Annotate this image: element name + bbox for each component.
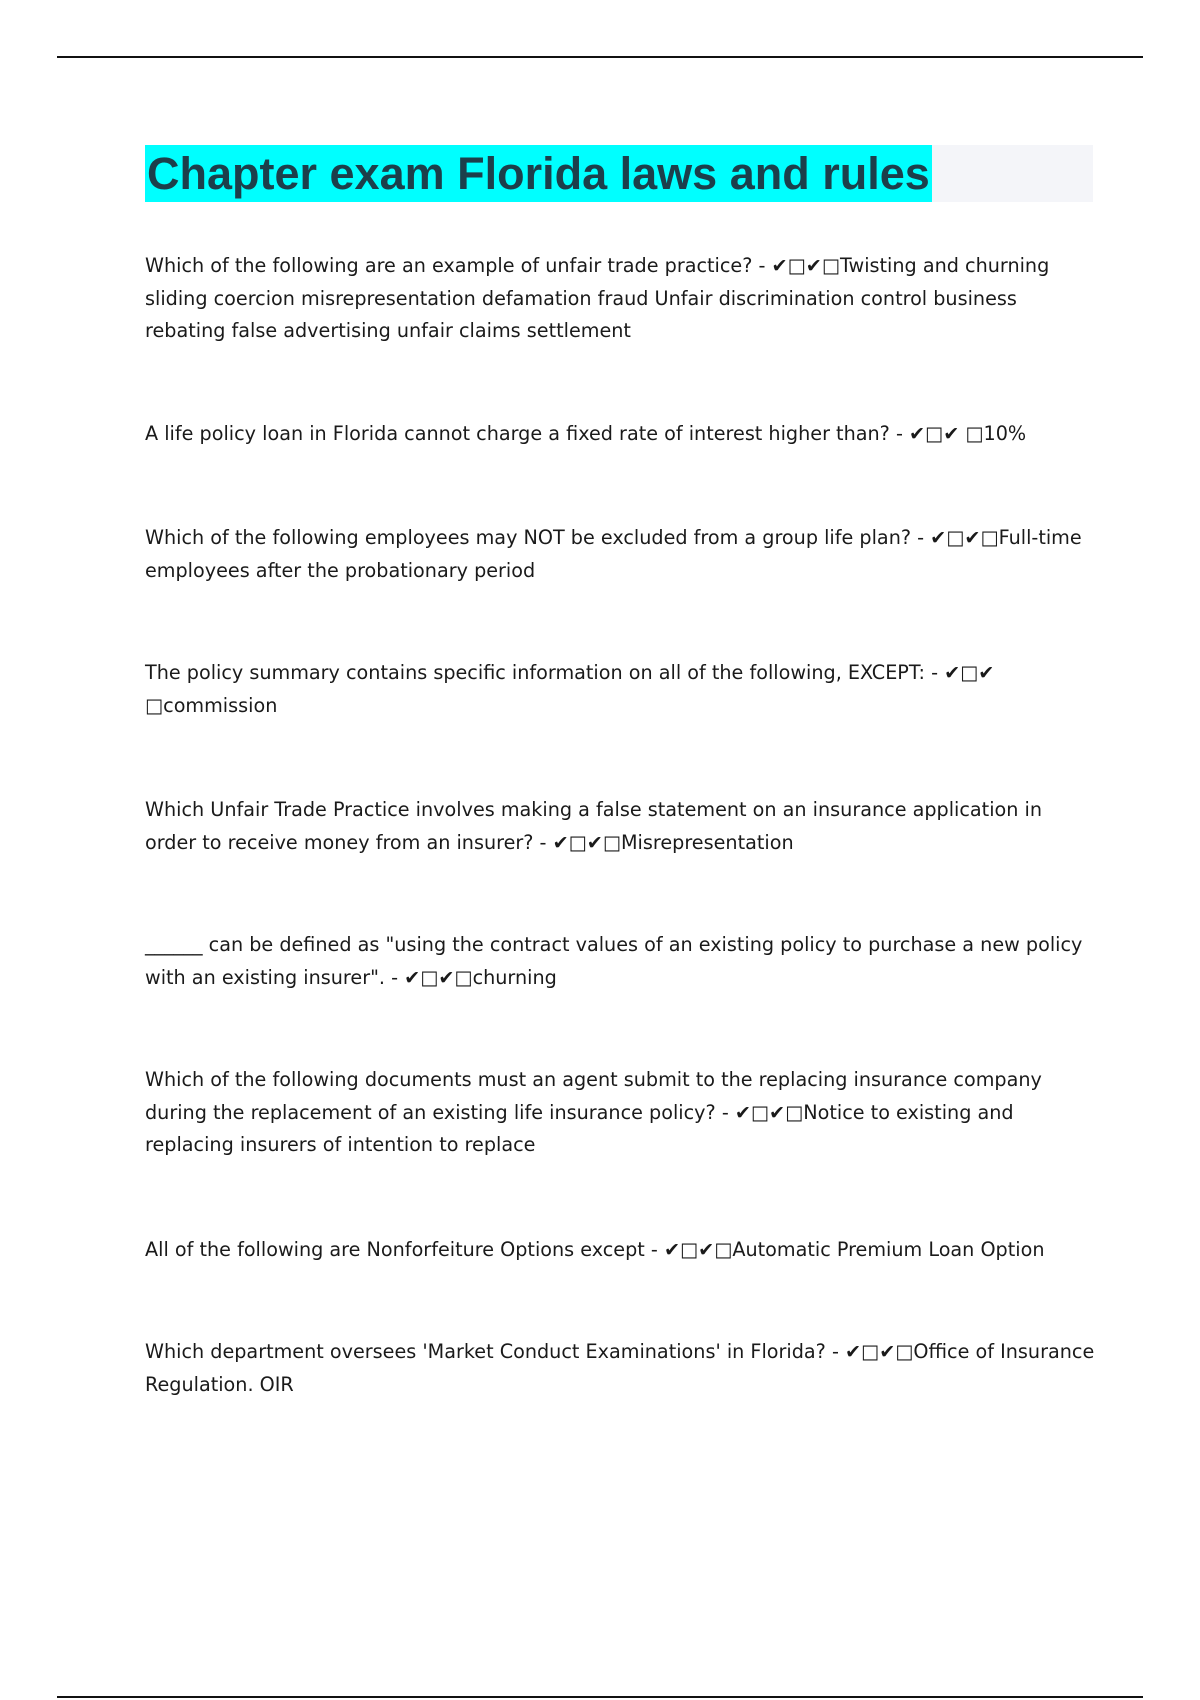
question-text: Which Unfair Trade Practice involves making a false statement on an insurance application in order to receive money from an insurer? bbox=[145, 798, 1043, 854]
question-text: Which of the following are an example of unfair trade practice? bbox=[145, 254, 753, 277]
separator: - bbox=[889, 421, 909, 445]
checkmark-icon: ✔□✔□ bbox=[930, 526, 999, 549]
separator: - bbox=[752, 254, 772, 277]
qa-item bbox=[145, 1336, 1095, 1401]
separator: - bbox=[385, 965, 405, 989]
question-text: Which department oversees 'Market Conduct Examinations' in Florida? bbox=[145, 1340, 826, 1363]
answer-text: Office of Insurance Regulation. OIR bbox=[145, 1340, 1095, 1396]
top-divider bbox=[57, 56, 1143, 58]
qa-item bbox=[145, 418, 1095, 451]
checkmark-icon: ✔□✔□ bbox=[844, 1340, 914, 1363]
qa-item bbox=[145, 1064, 1095, 1162]
answer-text: Twisting and churning sliding coercion misrepresentation defamation fraud Unfair discrimination control business rebating false advertising unfair claims settlement bbox=[145, 254, 1050, 342]
answer-text: Automatic Premium Loan Option bbox=[732, 1237, 1045, 1261]
qa-item bbox=[145, 929, 1095, 994]
separator: - bbox=[533, 830, 553, 854]
question-text: All of the following are Nonforfeiture Options except bbox=[145, 1237, 645, 1261]
question-text: A life policy loan in Florida cannot charge a fixed rate of interest higher than? bbox=[145, 421, 890, 445]
qa-item bbox=[145, 794, 1095, 859]
qa-item bbox=[145, 1234, 1095, 1267]
answer-text: 10% bbox=[983, 421, 1027, 445]
qa-item bbox=[145, 250, 1095, 348]
checkmark-icon: ✔□✔□ bbox=[404, 965, 473, 989]
separator: - bbox=[715, 1100, 735, 1124]
answer-text: Notice to existing and replacing insurers of intention to replace bbox=[145, 1100, 1014, 1156]
question-answer-list bbox=[145, 250, 1095, 1401]
question-text: The policy summary contains specific information on all of the following, EXCEPT: bbox=[145, 661, 925, 684]
question-text: Which of the following employees may NOT be excluded from a group life plan? bbox=[145, 526, 912, 549]
checkmark-icon: ✔□✔□ bbox=[771, 254, 840, 277]
answer-text: commission bbox=[163, 693, 278, 717]
qa-item bbox=[145, 657, 1095, 722]
answer-text: Full-time employees after the probationary period bbox=[145, 526, 1082, 582]
separator: - bbox=[644, 1237, 664, 1261]
answer-text: churning bbox=[472, 965, 557, 989]
checkmark-icon: ✔□✔□ bbox=[734, 1100, 804, 1124]
question-text: ______ can be defined as "using the contract values of an existing policy to purchase a new policy with an existing insurer". bbox=[145, 933, 1083, 989]
checkmark-icon: ✔□✔□ bbox=[663, 1237, 733, 1261]
page-title: Chapter exam Florida laws and rules bbox=[145, 145, 932, 202]
qa-item bbox=[145, 522, 1095, 587]
bottom-divider bbox=[57, 1696, 1143, 1698]
separator: - bbox=[825, 1340, 845, 1363]
checkmark-icon: ✔□✔□ bbox=[552, 830, 621, 854]
question-text: Which of the following documents must an agent submit to the replacing insurance company during the replacement of an existing life insurance policy? bbox=[145, 1068, 1042, 1124]
separator: - bbox=[924, 661, 945, 684]
separator: - bbox=[911, 526, 931, 549]
answer-text: Misrepresentation bbox=[621, 830, 794, 854]
checkmark-icon: ✔□✔ □ bbox=[145, 661, 995, 717]
checkmark-icon: ✔□✔ □ bbox=[908, 421, 984, 445]
